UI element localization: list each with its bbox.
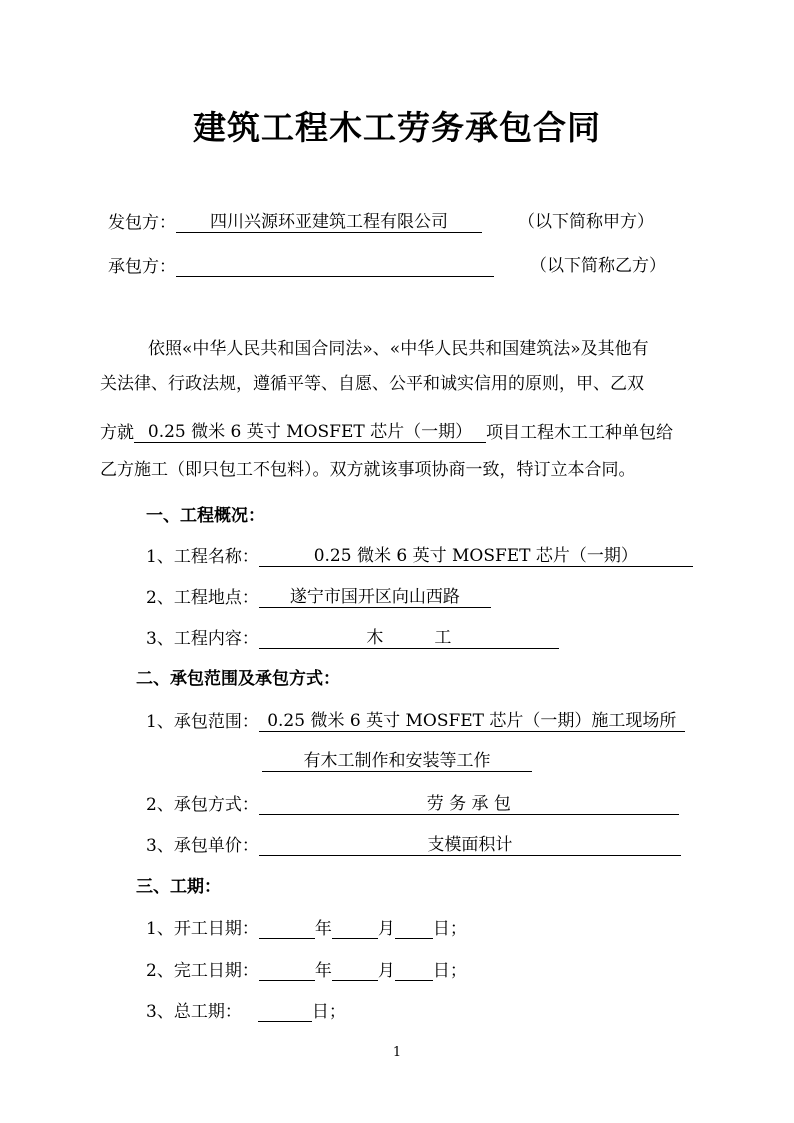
start-date-line bbox=[146, 918, 467, 939]
total-duration-blank bbox=[258, 1001, 312, 1022]
start-day-blank bbox=[395, 918, 433, 939]
start-month-unit: 月 bbox=[377, 919, 395, 939]
page-number: 1 bbox=[392, 1045, 402, 1060]
total-duration-label: 3、总工期： bbox=[146, 1002, 242, 1022]
start-month-blank bbox=[332, 918, 378, 939]
end-month-blank bbox=[332, 960, 378, 981]
scope-line-2 bbox=[262, 751, 532, 772]
intro-line-2: 关法律、行政法规，遵循平等、自愿、公平和诚实信用的原则，甲、乙双 bbox=[100, 374, 644, 394]
intro-line-3 bbox=[100, 422, 673, 443]
start-year-unit: 年 bbox=[314, 919, 332, 939]
end-date-line bbox=[146, 960, 467, 981]
employer-label: 发包方： bbox=[108, 213, 176, 233]
project-content-line bbox=[146, 628, 559, 649]
contractor-label: 承包方： bbox=[108, 257, 176, 277]
intro-prefix: 方就 bbox=[100, 423, 134, 443]
employer-name: 四川兴源环亚建筑工程有限公司 bbox=[176, 212, 482, 233]
project-content-value: 木 工 bbox=[259, 628, 559, 649]
method-label: 2、承包方式： bbox=[146, 795, 259, 815]
project-name-value: 0.25 微米 6 英寸 MOSFET 芯片（一期） bbox=[259, 546, 693, 567]
section1-heading: 一、工程概况： bbox=[146, 506, 265, 526]
start-date-label: 1、开工日期： bbox=[146, 919, 259, 939]
project-site-value: 遂宁市国开区向山西路 bbox=[259, 587, 491, 608]
section2-heading: 二、承包范围及承包方式： bbox=[136, 669, 340, 689]
scope-value-2: 有木工制作和安装等工作 bbox=[262, 751, 532, 772]
end-day-blank bbox=[395, 960, 433, 981]
total-duration-unit: 日； bbox=[311, 1002, 346, 1022]
unit-price-label: 3、承包单价： bbox=[146, 836, 259, 856]
contractor-line bbox=[108, 256, 494, 277]
end-date-label: 2、完工日期： bbox=[146, 961, 259, 981]
intro-project: 0.25 微米 6 英寸 MOSFET 芯片（一期） bbox=[134, 422, 486, 443]
intro-line-4: 乙方施工（即只包工不包料）。双方就该事项协商一致，特订立本合同。 bbox=[100, 460, 636, 480]
intro-suffix: 项目工程木工工种单包给 bbox=[486, 423, 673, 443]
scope-label: 1、承包范围： bbox=[146, 712, 259, 732]
page-title: 建筑工程木工劳务承包合同 bbox=[193, 108, 601, 147]
project-name-line bbox=[146, 546, 693, 567]
start-day-unit: 日； bbox=[432, 919, 467, 939]
unit-price-value: 支模面积计 bbox=[259, 835, 681, 856]
method-value: 劳 务 承 包 bbox=[259, 794, 679, 815]
scope-value-1: 0.25 微米 6 英寸 MOSFET 芯片（一期）施工现场所 bbox=[259, 711, 685, 732]
end-year-blank bbox=[259, 960, 315, 981]
project-content-label: 3、工程内容： bbox=[146, 629, 259, 649]
end-day-unit: 日； bbox=[432, 961, 467, 981]
method-line bbox=[146, 794, 679, 815]
project-site-line bbox=[146, 587, 491, 608]
unit-price-line bbox=[146, 835, 681, 856]
end-year-unit: 年 bbox=[314, 961, 332, 981]
start-year-blank bbox=[259, 918, 315, 939]
section3-heading: 三、工期： bbox=[136, 877, 221, 897]
project-name-label: 1、工程名称： bbox=[146, 547, 259, 567]
end-month-unit: 月 bbox=[377, 961, 395, 981]
contractor-alias: （以下简称乙方） bbox=[530, 256, 666, 276]
employer-line bbox=[108, 212, 482, 233]
scope-line-1 bbox=[146, 711, 685, 732]
intro-line-1: 依照«中华人民共和国合同法»、«中华人民共和国建筑法»及其他有 bbox=[148, 339, 649, 359]
total-duration-line bbox=[146, 1001, 346, 1022]
contractor-name bbox=[176, 256, 494, 277]
employer-alias: （以下简称甲方） bbox=[518, 212, 654, 232]
project-site-label: 2、工程地点： bbox=[146, 588, 259, 608]
